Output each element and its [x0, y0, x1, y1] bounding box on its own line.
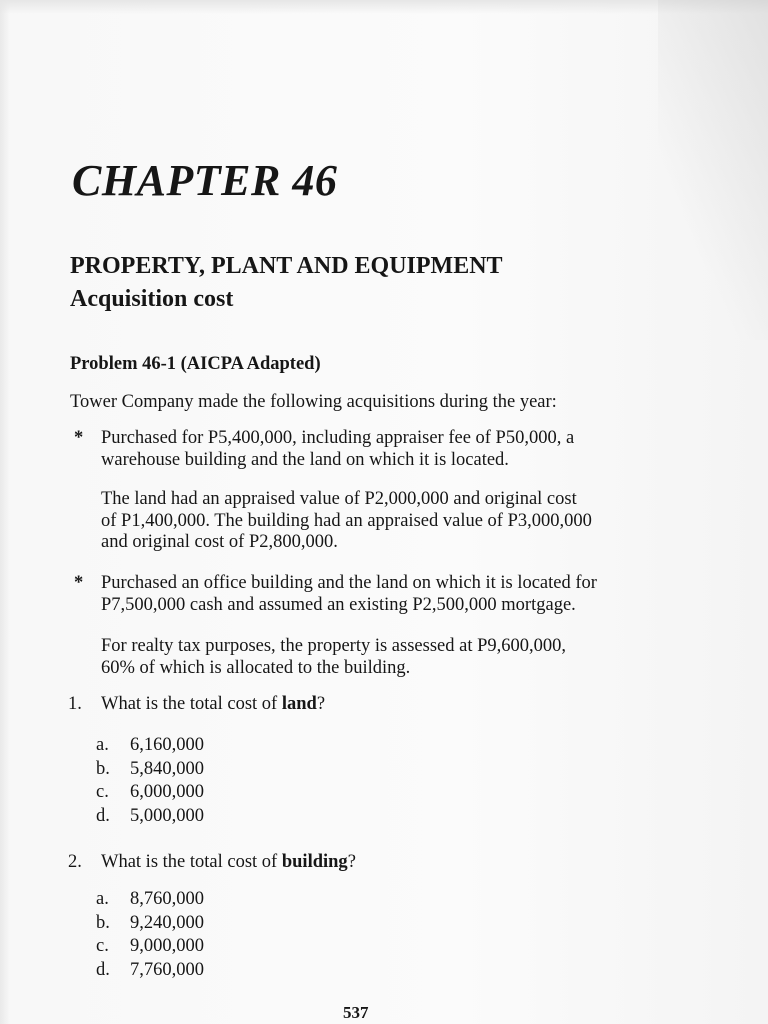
bullet-1-text: [101, 428, 681, 471]
choice-value: 6,000,000: [130, 782, 204, 802]
bullet-2-text: [101, 573, 681, 616]
bullet-marker: *: [74, 573, 84, 593]
choice-item: [96, 805, 204, 829]
choice-letter: d.: [96, 959, 110, 980]
question-text-part: What is the total cost of: [101, 852, 282, 872]
section-subtitle: Acquisition cost: [70, 286, 234, 312]
chapter-title: CHAPTER 46: [72, 156, 338, 205]
question-2-text: [101, 852, 356, 873]
choice-letter: c.: [96, 936, 109, 956]
text-line: The land had an appraised value of P2,000,000 and original cost: [101, 489, 577, 509]
text-line: and original cost of P2,800,000.: [101, 532, 338, 552]
problem-intro: Tower Company made the following acquisitions during the year:: [70, 392, 557, 412]
choice-value: 5,840,000: [130, 758, 204, 779]
page-shadow: [658, 0, 768, 340]
choice-letter: c.: [96, 782, 109, 802]
choice-item: [96, 734, 204, 758]
question-1-number: 1.: [68, 694, 82, 714]
bullet-1-detail: [101, 489, 681, 554]
question-text-part: ?: [347, 852, 356, 872]
choice-item: [96, 781, 204, 805]
question-text-part: What is the total cost of: [101, 694, 282, 714]
choice-value: 9,240,000: [130, 912, 204, 933]
choice-value: 6,160,000: [130, 735, 204, 755]
text-line: P7,500,000 cash and assumed an existing P2,500,000 mortgage.: [101, 594, 576, 615]
choice-letter: d.: [96, 805, 110, 826]
choice-item: [96, 912, 204, 936]
text-line: Purchased an office building and the land on which it is located for: [101, 573, 597, 593]
choice-letter: b.: [96, 758, 110, 779]
section-title: PROPERTY, PLANT AND EQUIPMENT: [70, 253, 503, 279]
question-1-choices: [96, 734, 204, 828]
text-line: Purchased for P5,400,000, including appraiser fee of P50,000, a: [101, 428, 575, 448]
text-line: 60% of which is allocated to the building.: [101, 657, 411, 678]
choice-item: [96, 959, 204, 983]
choice-value: 7,760,000: [130, 959, 204, 980]
choice-value: 5,000,000: [130, 805, 204, 826]
question-keyword: land: [281, 694, 317, 714]
choice-letter: a.: [96, 889, 109, 909]
text-line: For realty tax purposes, the property is assessed at P9,600,000,: [101, 636, 566, 656]
problem-heading: Problem 46-1 (AICPA Adapted): [70, 354, 321, 374]
question-1-text: [101, 694, 325, 715]
text-line: warehouse building and the land on which it is located.: [101, 449, 509, 470]
choice-letter: a.: [96, 735, 109, 755]
question-keyword: building: [281, 852, 348, 872]
choice-item: [96, 888, 204, 912]
page-top-edge: [0, 0, 768, 14]
page-number: 537: [343, 1003, 369, 1022]
bullet-2-detail: [101, 636, 681, 679]
question-2-number: 2.: [68, 852, 82, 872]
question-2-choices: [96, 888, 204, 982]
choice-value: 8,760,000: [130, 889, 204, 909]
bullet-marker: *: [74, 428, 84, 448]
question-text-part: ?: [316, 694, 326, 714]
choice-item: [96, 758, 204, 782]
text-line: of P1,400,000. The building had an appraised value of P3,000,000: [101, 510, 592, 531]
choice-letter: b.: [96, 912, 110, 933]
choice-value: 9,000,000: [130, 936, 204, 956]
choice-item: [96, 935, 204, 959]
